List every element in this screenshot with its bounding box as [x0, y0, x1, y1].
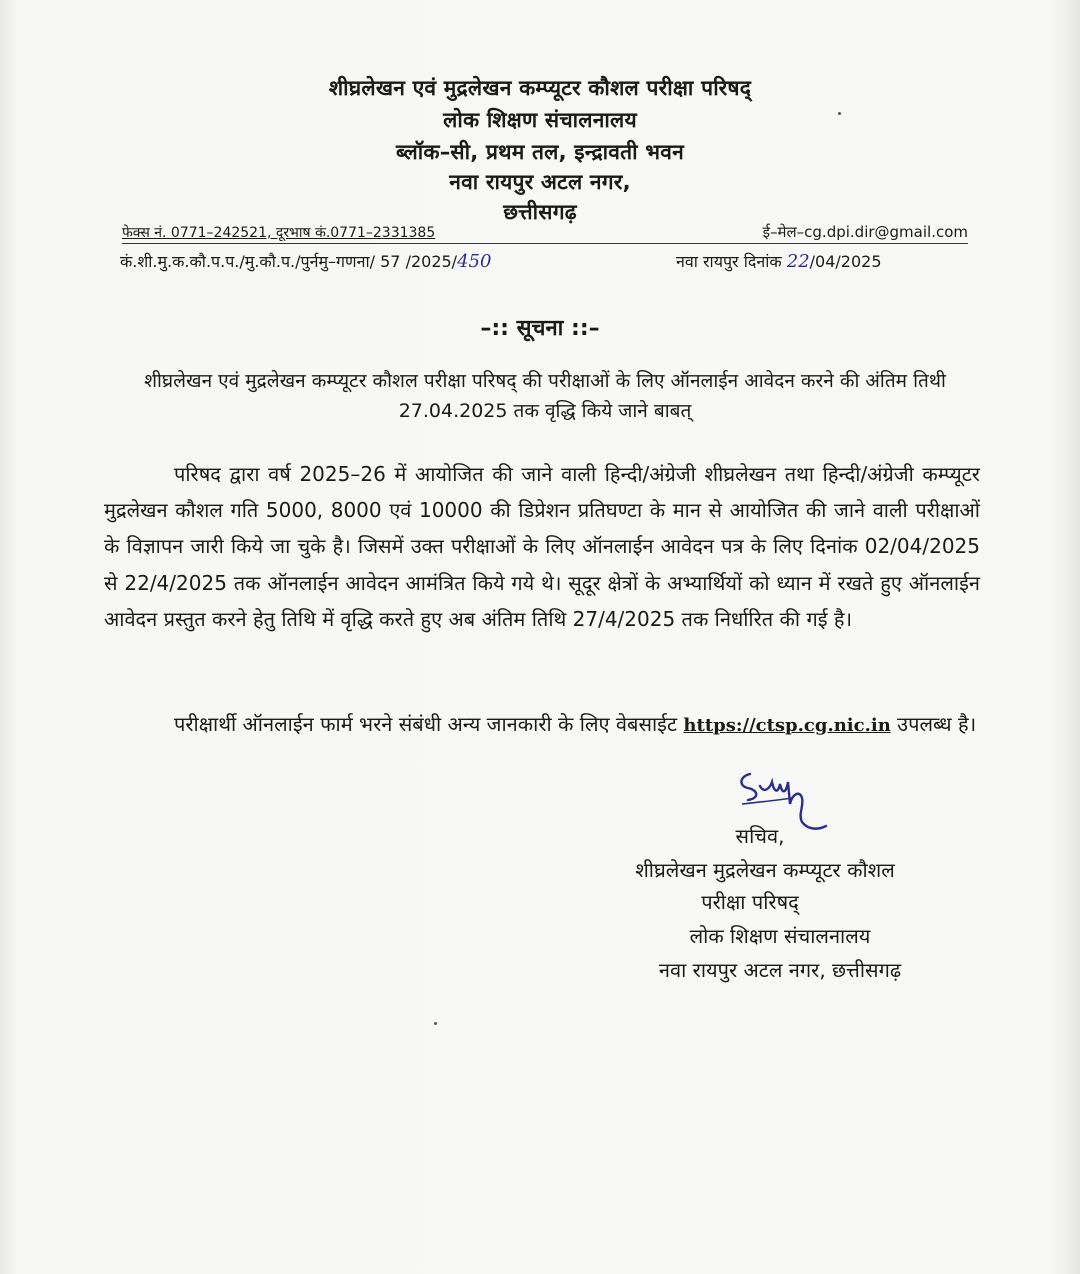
paragraph-1-text: परिषद द्वारा वर्ष 2025–26 में आयोजित की जाने वाली हिन्दी/अंग्रेजी शीघ्रलेखन तथा हिन्दी/अंग्रेजी कम्प्यूटर मुद्रलेखन कौशल गति 5000, 8000 एवं 10000 की डिप्रेशन प्रतिघण्टा के मान से आयोजित की जाने वाली परीक्षाओं के विज्ञापन जारी किये जा चुके है। जिसमें उक्त परीक्षाओं के लिए ऑनलाईन आवेदन पत्र के लिए दिनांक 02/04/2025 से 22/4/2025 तक ऑनलाईन आवेदन आमंत्रित किये गये थे। सूदूर क्षेत्रों के अभ्यार्थियों को ध्यान में रखते हुए ऑनलाईन आवेदन प्रस्तुत करने हेतु तिथि में वृद्धि करते हुए अब अंतिम तिथि 27/4/2025 तक निर्धारित की गई है।	[104, 462, 980, 631]
signatory-line-3: लोक शिक्षण संचालनालय	[689, 924, 871, 948]
fax-phone: फेक्स नं. 0771–242521, दूरभाष कं.0771–2331385	[122, 225, 436, 241]
notice-paragraph-2	[104, 706, 980, 744]
signature-stroke	[741, 774, 826, 829]
header-address-block: ब्लॉक–सी, प्रथम तल, इन्द्रावती भवन	[396, 140, 684, 164]
header-state: छत्तीसगढ़	[503, 200, 577, 224]
reference-number	[120, 250, 491, 272]
signatory-title: सचिव,	[735, 824, 785, 848]
notice-paragraph-1	[104, 456, 980, 637]
handwritten-dispatch-number: 450	[457, 251, 492, 272]
letter-date	[676, 250, 882, 272]
website-link[interactable]: https://ctsp.cg.nic.in	[683, 715, 891, 736]
header-divider	[122, 243, 968, 244]
date-prefix: नवा रायपुर दिनांक	[676, 252, 782, 271]
header-city: नवा रायपुर अटल नगर,	[449, 170, 631, 194]
paper-speck	[838, 112, 841, 115]
signatory-line-1: शीघ्रलेखन मुद्रलेखन कम्प्यूटर कौशल	[635, 858, 895, 882]
notice-title: –:: सूचना ::–	[480, 316, 600, 341]
date-suffix: /04/2025	[809, 252, 882, 271]
paragraph-2-text: परीक्षार्थी ऑनलाईन फार्म भरने संबंधी अन्य जानकारी के लिए वेबसाईट	[174, 712, 678, 736]
signatory-line-2: परीक्षा परिषद्	[701, 890, 799, 914]
email: ई–मेल–cg.dpi.dir@gmail.com	[762, 223, 968, 241]
contact-row	[122, 222, 968, 242]
paper-speck	[434, 1022, 437, 1025]
reference-number-text: कं.शी.मु.क.कौ.प.प./मु.कौ.प./पुर्नमु–गणना/ 57 /2025/	[120, 252, 458, 271]
paragraph-2-end: उपलब्ध है।	[897, 712, 977, 736]
header-directorate: लोक शिक्षण संचालनालय	[443, 108, 637, 132]
header-council-name: शीघ्रलेखन एवं मुद्रलेखन कम्प्यूटर कौशल परीक्षा परिषद्	[328, 76, 752, 100]
notice-subject: शीघ्रलेखन एवं मुद्रलेखन कम्प्यूटर कौशल परीक्षा परिषद् की परीक्षाओं के लिए ऑनलाईन आवेदन करने की अंतिम तिथी 27.04.2025 तक वृद्धि किये जाने बाबत्	[144, 370, 946, 422]
handwritten-day: 22	[786, 251, 810, 272]
signatory-line-4: नवा रायपुर अटल नगर, छत्तीसगढ़	[658, 958, 902, 982]
